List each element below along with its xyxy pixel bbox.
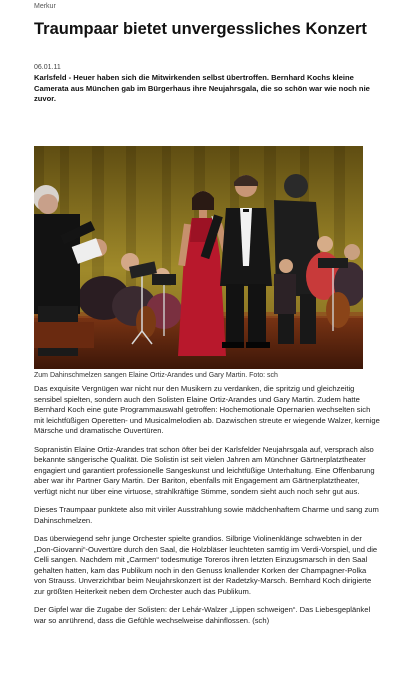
body-paragraph-1: Das exquisite Vergnügen war nicht nur den Musikern zu verdanken, die spritzig und gleichzeitig sensibel spielten, sondern auch den Solisten Elaine Ortiz-Arandes und Gary Martin. Zudem hatte Bernhard Koch eine gute Programmauswahl getroffen: Hochemotionale Opernarien wechselten sich mit leichtfüßigen Operetten- und Musicalmelodien ab. Dazwischen streute er wiegende Walzer, kernige Märsche und dramatische Ouvertüren. [34, 384, 380, 435]
source-label: Merkur [34, 3, 56, 10]
body-paragraph-2: Sopranistin Elaine Ortiz-Arandes trat schon öfter bei der Karlsfelder Neujahrsgala auf, versprach also bekannte sängerische Qualität. Die Solistin ist seit vielen Jahren am Münchner Gärtnerplatztheater engagiert und garantiert professionelle Sangeskunst und leichtfüßige Unterhaltung. Eine Offenbarung aber war ihr Partner Gary Martin. Der Bariton, ebenfalls mit Engagement am Gärtnerplatztheater, verfügt nicht nur über eine virtuose, strahlkräftige Stimme, sondern sieht auch noch sehr gut aus. [34, 444, 375, 496]
article-body [34, 384, 380, 634]
date: 06.01.11 [34, 64, 61, 71]
body-paragraph-5: Der Gipfel war die Zugabe der Solisten: der Lehár-Walzer „Lippen schweigen“. Das Liebesgeplänkel war so anrührend, dass die Gefühle wechselweise dahinflossen. (sch) [34, 605, 371, 625]
lead-paragraph: Karlsfeld - Heuer haben sich die Mitwirkenden selbst übertroffen. Bernhard Kochs kleine Camerata aus München gab im Bürgerhaus ihre Neujahrsgala, die so schön war wie noch nie zuvor. [34, 73, 370, 104]
body-paragraph-4: Das überwiegend sehr junge Orchester spielte grandios. Silbrige Violinenklänge schwebten in der „Don-Giovanni“-Ouvertüre durch den Saal, die Holzbläser leuchteten samtig im Verdi-Vorspiel, und die Celli sangen. Nachdem mit „Carmen“ todesmutige Toreros ihren letzten Einzugsmarsch in den Saal gehalten hatten, kam das Publikum noch in den Genuss knallender Korken der Champagner-Polka von Strauss. Unverzichtbar beim Neujahrskonzert ist der Radetzky-Marsch. Bernhard Koch dirigierte zur größten Heiterkeit neben dem Orchester auch das Publikum. [34, 534, 378, 596]
headline: Traumpaar bietet unvergessliches Konzert [34, 20, 367, 38]
concert-photo [34, 146, 363, 369]
body-paragraph-3: Dieses Traumpaar punktete also mit viriler Ausstrahlung sowie mädchenhaftem Charme und sang zum Dahinschmelzen. [34, 505, 379, 525]
photo-caption: Zum Dahinschmelzen sangen Elaine Ortiz-Arandes und Gary Martin. Foto: sch [34, 372, 278, 379]
